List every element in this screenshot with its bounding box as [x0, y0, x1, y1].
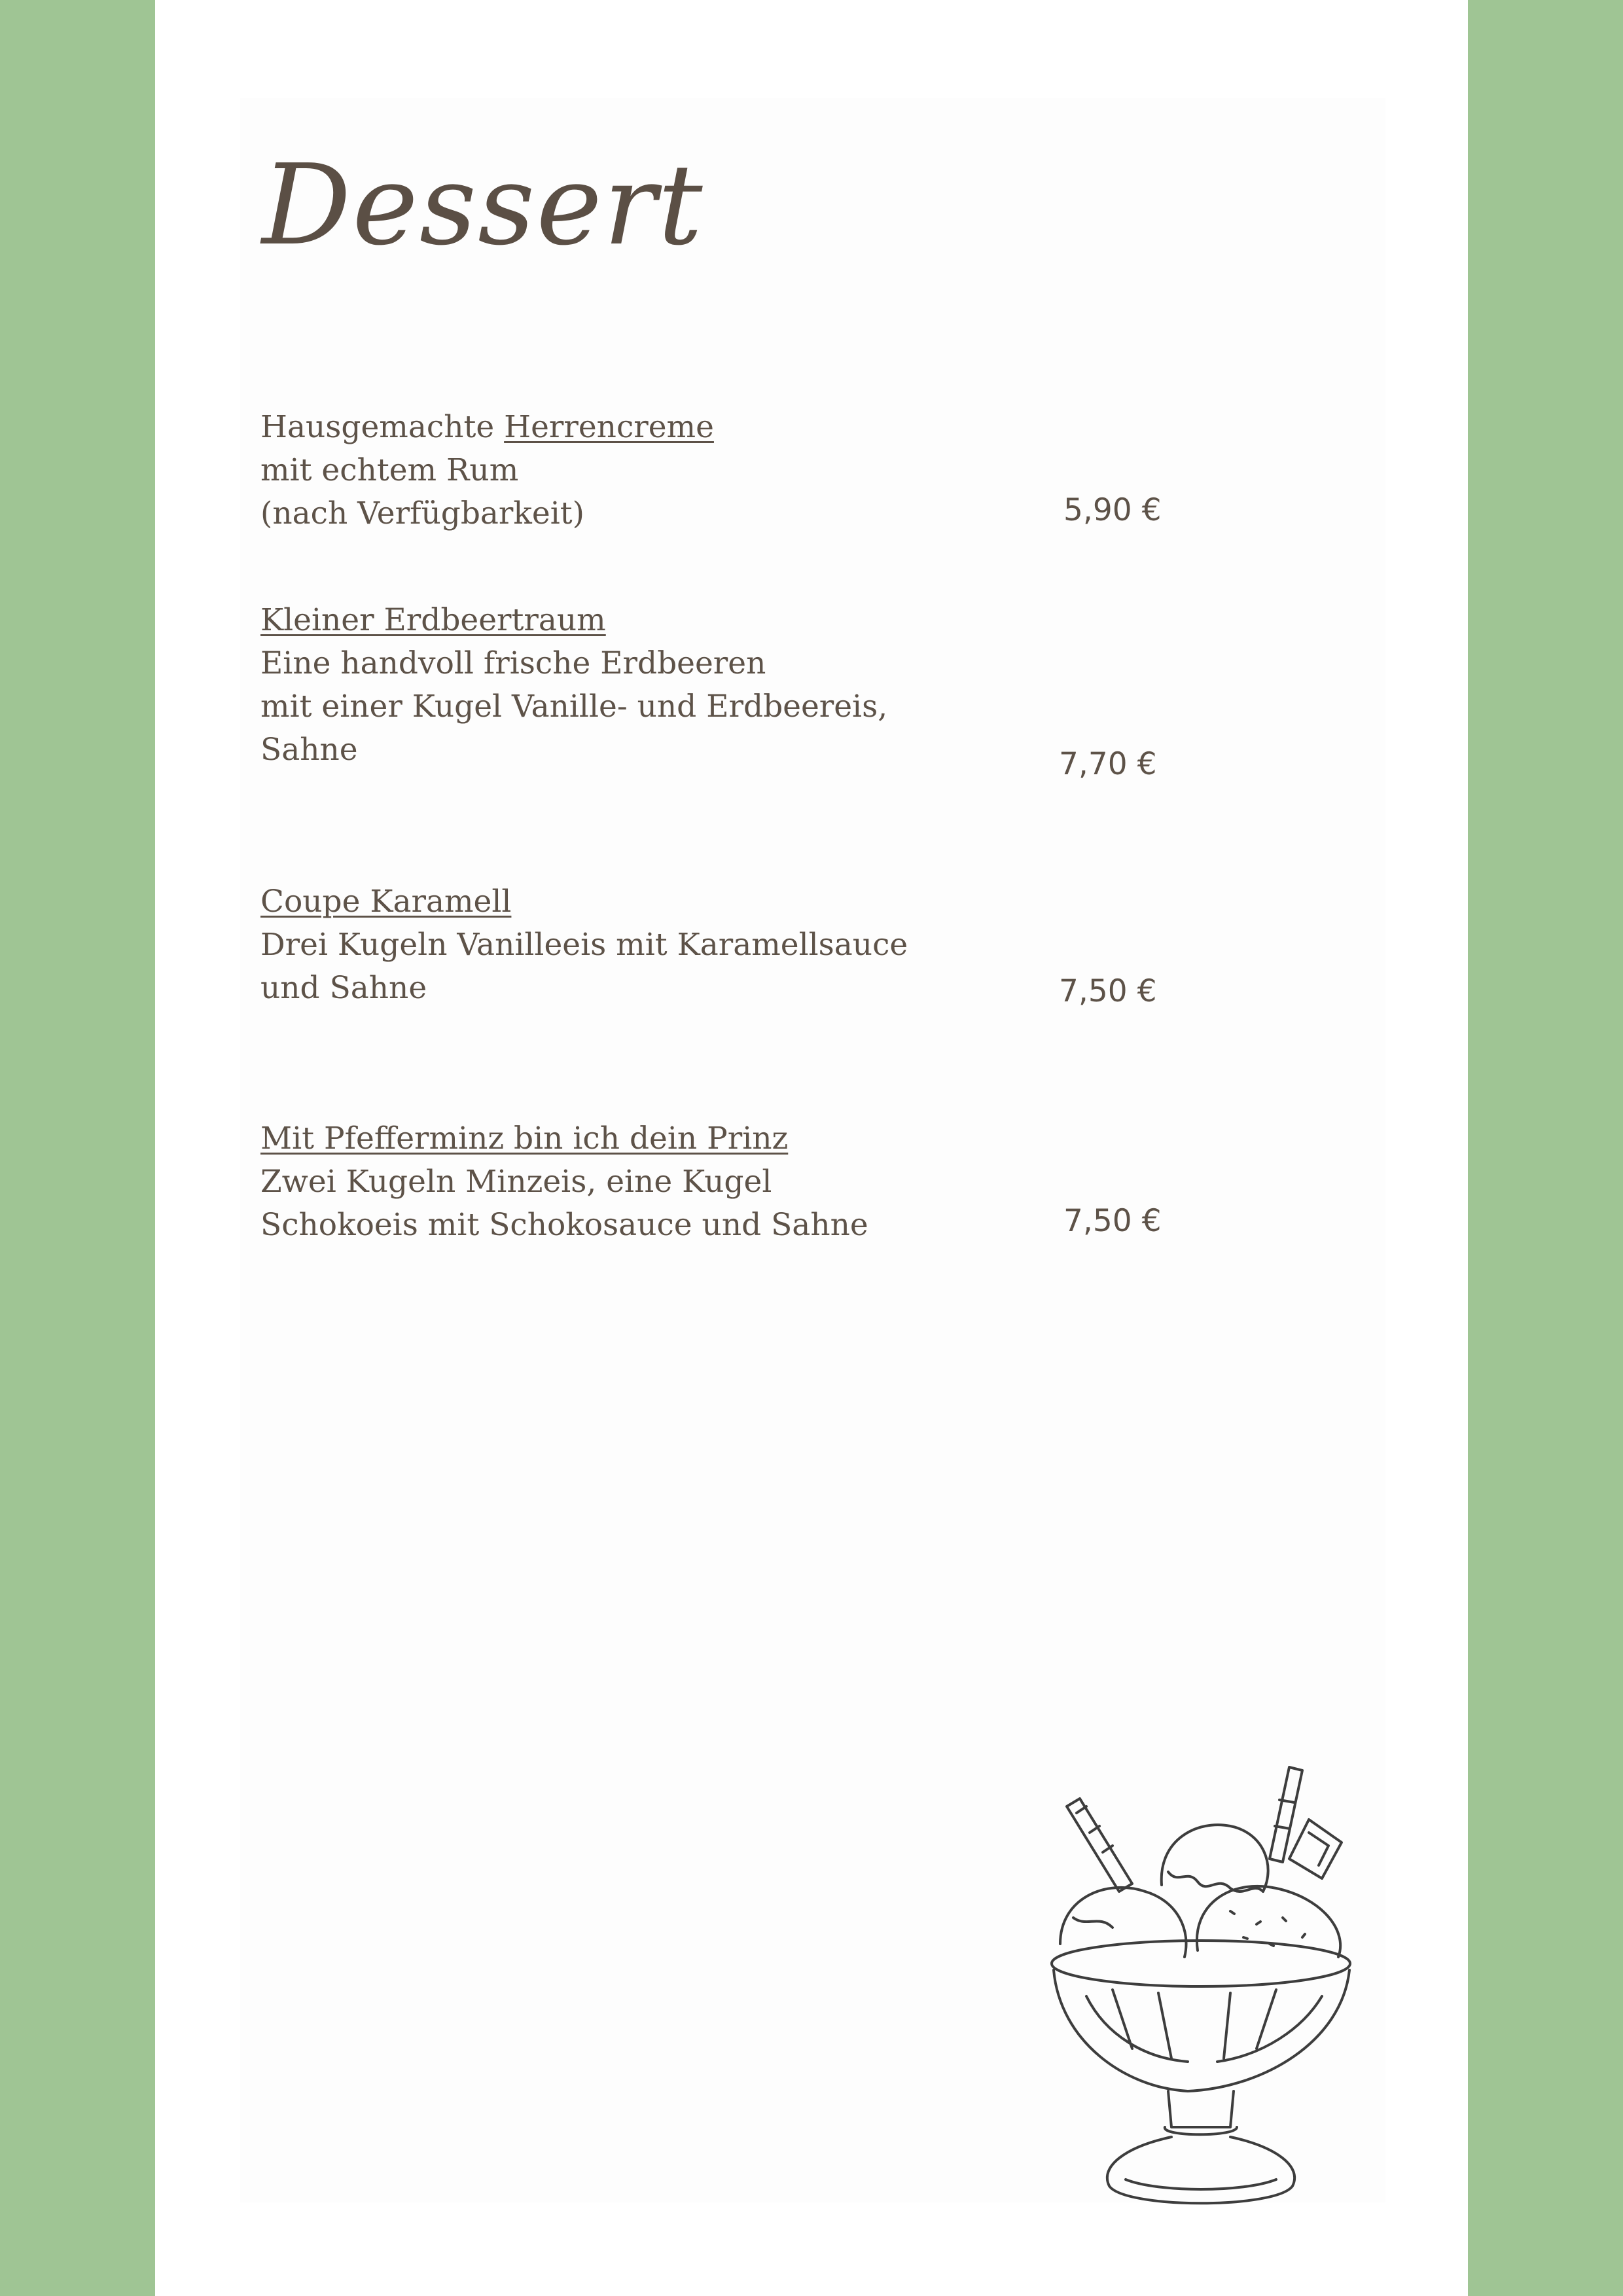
item-description-line: Sahne	[260, 732, 358, 768]
item-name: Herrencreme	[504, 409, 714, 445]
item-description-line: Zwei Kugeln Minzeis, eine Kugel	[260, 1164, 772, 1200]
item-price: 7,50 €	[1063, 1203, 1162, 1239]
item-name-line	[260, 1117, 868, 1160]
ice-cream-sundae-icon	[1047, 1761, 1368, 2219]
item-name: Kleiner Erdbeertraum	[260, 602, 606, 638]
item-price: 7,50 €	[1059, 973, 1157, 1009]
item-description-line: (nach Verfügbarkeit)	[260, 495, 584, 531]
item-name: Mit Pfefferminz bin ich dein Prinz	[260, 1121, 789, 1157]
item-name: Coupe Karamell	[260, 884, 512, 920]
item-description-line: und Sahne	[260, 970, 427, 1006]
item-description-line: mit einer Kugel Vanille- und Erdbeereis,	[260, 689, 888, 725]
menu-item-erdbeertraum	[260, 599, 887, 772]
item-price: 7,70 €	[1059, 746, 1157, 782]
menu-item-herrencreme	[260, 406, 714, 535]
item-name-line: Hausgemachte Herrencreme	[260, 409, 714, 445]
item-description-line: mit echtem Rum	[260, 452, 519, 488]
item-name-line	[260, 880, 908, 924]
menu-item-pfefferminz	[260, 1117, 868, 1247]
page-title: Dessert	[262, 141, 704, 270]
item-description-line: Drei Kugeln Vanilleeis mit Karamellsauce	[260, 927, 908, 963]
item-description-line: Eine handvoll frische Erdbeeren	[260, 645, 766, 681]
menu-item-coupe-karamell	[260, 880, 908, 1010]
item-price: 5,90 €	[1063, 492, 1162, 528]
item-description-line: Schokoeis mit Schokosauce und Sahne	[260, 1207, 868, 1243]
item-name-line	[260, 599, 887, 642]
